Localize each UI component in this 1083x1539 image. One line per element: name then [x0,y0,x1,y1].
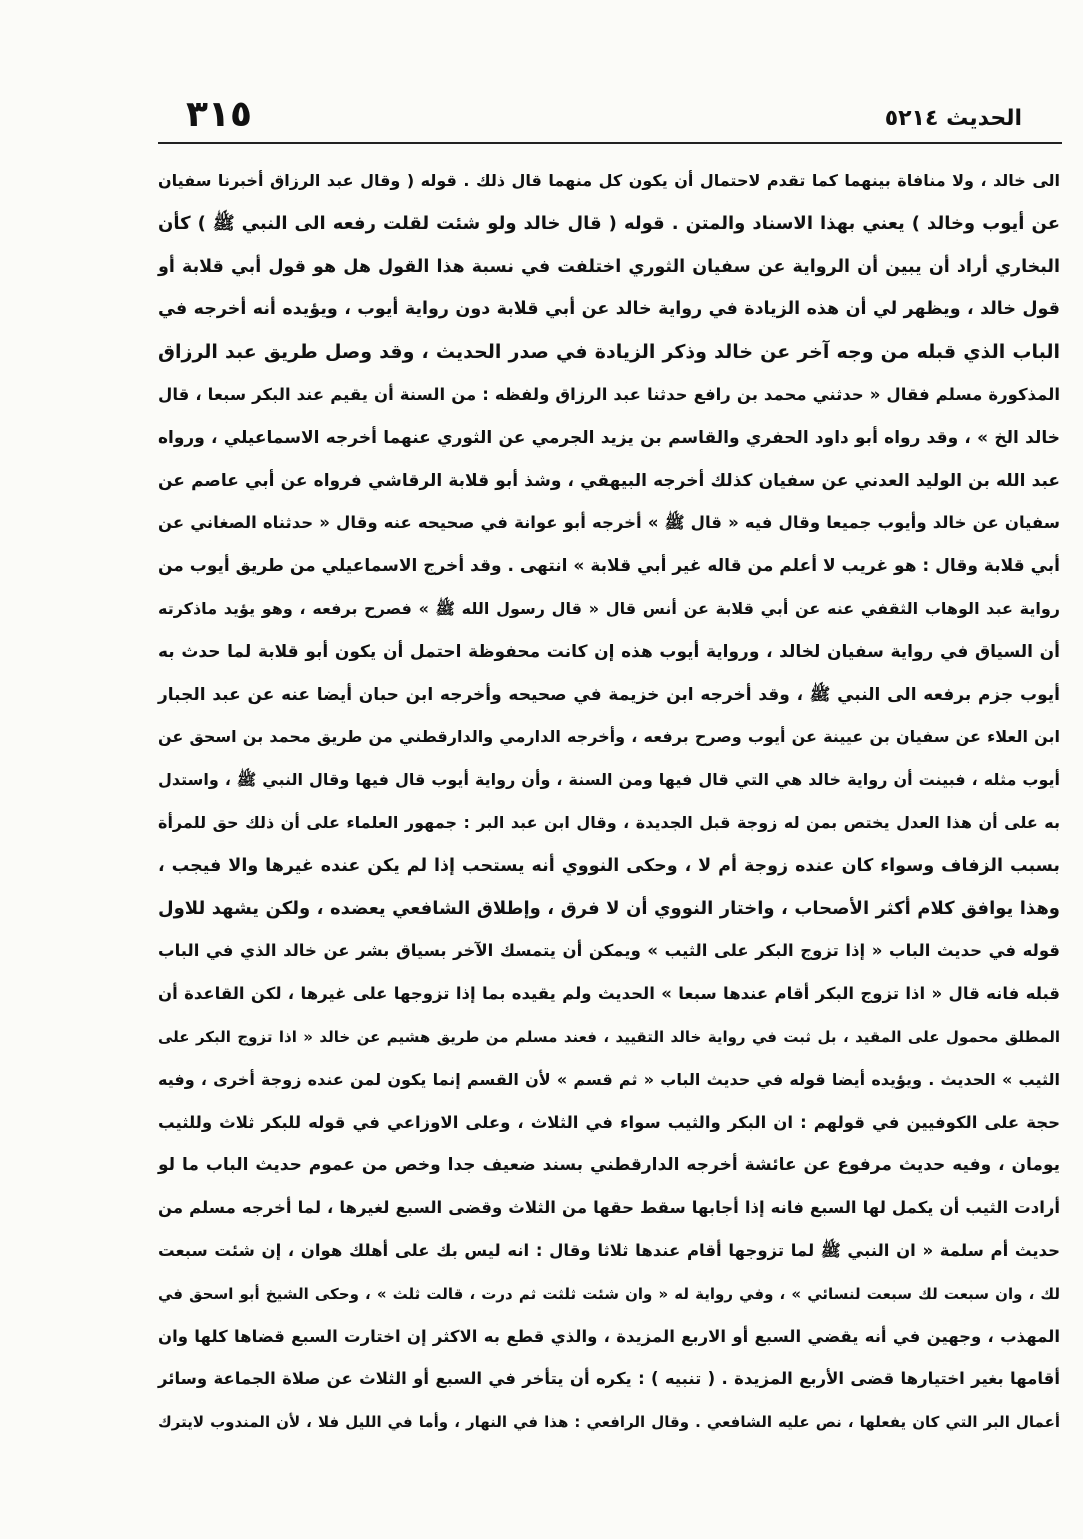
text-line: بسبب الزفاف وسواء كان عنده زوجة أم لا ، وحكى النووي أنه يستحب إذا لم يكن عنده غيرها والا فيجب ، [158,855,1060,876]
text-line: قول خالد ، ويظهر لي أن هذه الزيادة في رواية خالد عن أبي قلابة دون رواية أيوب ، ويؤيده أنه أخرجه في [158,299,1060,320]
text-line: لك ، وان سبعت لك سبعت لنسائي » ، وفي رواية له « وان شئت ثلثت ثم درت ، قالت ثلث » ، وحكى الشيخ أبو اسحق في [158,1284,1060,1303]
text-line: المطلق محمول على المقيد ، بل ثبت في رواية خالد التقييد ، فعند مسلم من طريق هشيم عن خالد « اذا تزوج البكر على [158,1027,1060,1046]
text-line: قبله فانه قال « اذا تزوج البكر أقام عندها سبعا » الحديث ولم يقيده بما إذا تزوجها على غيرها ، لكن القاعدة أن [158,984,1060,1004]
text-line: سفيان عن خالد وأيوب جميعا وقال فيه « قال ﷺ » أخرجه أبو عوانة في صحيحه عنه وقال « حدثناه الصغاني عن [158,513,1060,533]
body-text [158,160,1060,1444]
text-line: وهذا يوافق كلام أكثر الأصحاب ، واختار النووي أن لا فرق ، وإطلاق الشافعي يعضده ، ولكن يشهد للاول [158,897,1060,919]
text-line: حديث أم سلمة « ان النبي ﷺ لما تزوجها أقام عندها ثلاثا وقال : انه ليس بك على أهلك هوان ، إن شئت سبعت [158,1240,1060,1260]
text-line: المهذب ، وجهين في أنه يقضي السبع أو الاربع المزيدة ، والذي قطع به الاكثر إن اختارت السبع قضاها كلها وان [158,1326,1060,1346]
text-line: المذكورة مسلم فقال « حدثني محمد بن رافع حدثنا عبد الرزاق ولفظه : من السنة أن يقيم عند البكر سبعا ، قال [158,384,1060,404]
text-line: حجة على الكوفيين في قولهم : ان البكر والثيب سواء في الثلاث ، وعلى الاوزاعي في قوله للبكر ثلاث وللثيب [158,1112,1060,1132]
page-number: ٣١٥ [186,94,252,135]
text-line: أقامها بغير اختيارها قضى الأربع المزيدة . ( تنبيه ) : يكره أن يتأخر في السبع أو الثلاث عن صلاة الجماعة وسائر [158,1369,1060,1389]
text-line: أعمال البر التي كان يفعلها ، نص عليه الشافعي . وقال الرافعي : هذا في النهار ، وأما في الليل فلا ، لأن المندوب لايترك [158,1413,1060,1432]
text-line: به على أن هذا العدل يختص بمن له زوجة قبل الجديدة ، وقال ابن عبد البر : جمهور العلماء على أن ذلك حق للمرأة [158,812,1060,832]
text-line: أيوب مثله ، فبينت أن رواية خالد هي التي قال فيها ومن السنة ، وأن رواية أيوب قال فيها وقال النبي ﷺ ، واستدل [158,770,1060,790]
text-line: أرادت الثيب أن يكمل لها السبع فانه إذا أجابها سقط حقها من الثلاث وقضى السبع لغيرها ، لما أخرجه مسلم من [158,1198,1060,1218]
text-line: الثيب » الحديث . ويؤيده أيضا قوله في حديث الباب « ثم قسم » لأن القسم إنما يكون لمن عنده زوجة أخرى ، وفيه [158,1069,1060,1089]
page-header [158,88,1062,144]
text-line: خالد الخ » ، وقد رواه أبو داود الحفري والقاسم بن يزيد الجرمي عن الثوري عنهما أخرجه الاسماعيلي ، ورواه [158,427,1060,448]
text-line: عن أيوب وخالد ) يعني بهذا الاسناد والمتن . قوله ( قال خالد ولو شئت لقلت رفعه الى النبي ﷺ ) كأن [158,212,1060,234]
running-title: الحديث ٥٢١٤ [884,106,1022,131]
text-line: عبد الله بن الوليد العدني عن سفيان كذلك أخرجه البيهقي ، وشذ أبو قلابة الرقاشي فرواه عن أبي عاصم عن [158,470,1060,491]
text-line: أبي قلابة وقال : هو غريب لا أعلم من قاله غير أبي قلابة » انتهى . وقد أخرج الاسماعيلي من طريق أيوب من [158,556,1060,577]
text-line: البخاري أراد أن يبين أن الرواية عن سفيان الثوري اختلفت في نسبة هذا القول هل هو قول أبي قلابة أو [158,256,1060,277]
text-line: رواية عبد الوهاب الثقفي عنه عن أبي قلابة عن أنس قال « قال رسول الله ﷺ » فصرح برفعه ، وهو يؤيد ماذكرته [158,598,1060,618]
text-line: الى خالد ، ولا منافاة بينهما كما تقدم لاحتمال أن يكون كل منهما قال ذلك . قوله ( وقال عبد الرزاق أخبرنا سفيان [158,171,1060,190]
text-line: أن السياق في رواية سفيان لخالد ، ورواية أيوب هذه إن كانت محفوظة احتمل أن يكون أبو قلابة لما حدث به [158,641,1060,662]
text-line: قوله في حديث الباب « إذا تزوج البكر على الثيب » ويمكن أن يتمسك الآخر بسياق بشر عن خالد الذي في الباب [158,941,1060,961]
text-line: ابن العلاء عن سفيان بن عيينة عن أيوب وصرح برفعه ، وأخرجه الدارمي والدارقطني من طريق محمد بن اسحق عن [158,727,1060,747]
text-line: يومان ، وفيه حديث مرفوع عن عائشة أخرجه الدارقطني بسند ضعيف جدا وخص من عموم حديث الباب ما لو [158,1155,1060,1176]
text-line: أيوب جزم برفعه الى النبي ﷺ ، وقد أخرجه ابن خزيمة في صحيحه وأخرجه ابن حبان أيضا عنه عن عبد الجبار [158,684,1060,705]
text-line: الباب الذي قبله من وجه آخر عن خالد وذكر الزيادة في صدر الحديث ، وقد وصل طريق عبد الرزاق [158,341,1060,364]
